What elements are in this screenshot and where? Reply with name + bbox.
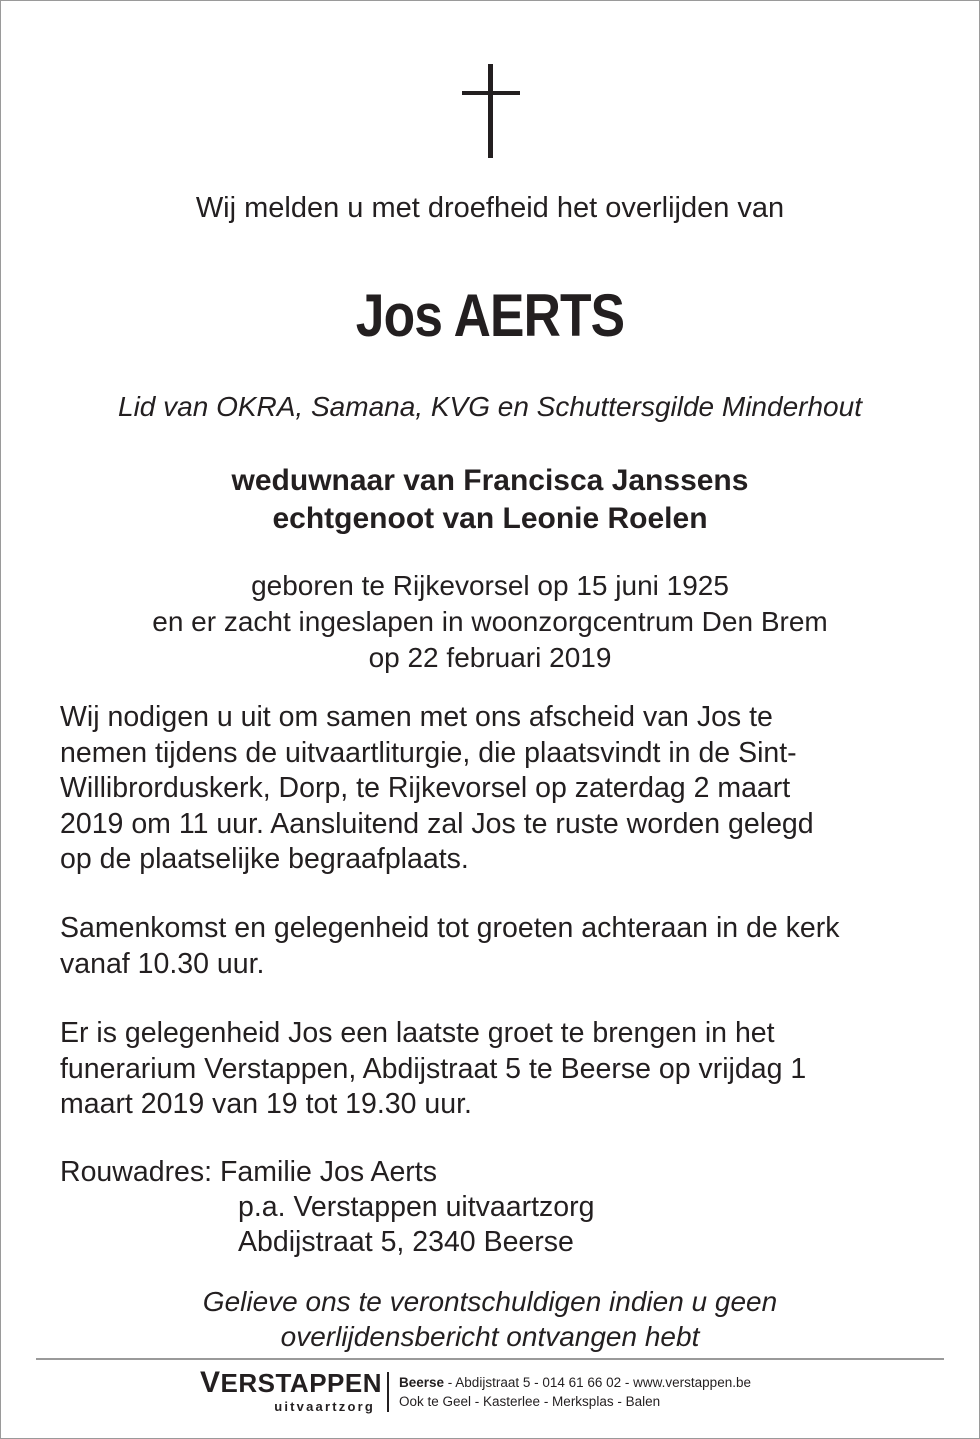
address-line-2: p.a. Verstappen uitvaartzorg [238,1191,595,1223]
death-place-line: en er zacht ingeslapen in woonzorgcentrum Den Brem [152,606,828,637]
closing-note [0,1284,980,1354]
intro-text: Wij melden u met droefheid het overlijden van [195,192,785,224]
mourning-address [60,1155,594,1260]
verstappen-logo [200,1366,383,1414]
address-line-3: Abdijstraat 5, 2340 Beerse [238,1226,574,1258]
footer-divider [36,1358,944,1360]
spouse-line-2: echtgenoot van Leonie Roelen [272,502,708,535]
membership-text: Lid van OKRA, Samana, KVG en Schuttersgilde Minderhout [118,391,862,422]
funeral-line: nemen tijdens de uitvaartliturgie, die plaatsvindt in de Sint- [60,736,797,769]
closing-line-1: Gelieve ons te verontschuldigen indien u geen [202,1286,778,1317]
birth-line: geboren te Rijkevorsel op 15 juni 1925 [251,570,729,601]
logo-tagline: uitvaartzorg [274,1399,375,1414]
funeral-line: op de plaatselijke begraafplaats. [60,843,469,875]
visitation-paragraph [60,1016,940,1123]
spouse-block [0,462,980,538]
cross-icon [462,64,520,158]
contact-details: - Abdijstraat 5 - 014 61 66 02 - www.verstappen.be [444,1375,751,1390]
life-dates-block [0,568,980,676]
visitation-line: funerarium Verstappen, Abdijstraat 5 te Beerse op vrijdag 1 [60,1052,807,1085]
visitation-line: maart 2019 van 19 tot 19.30 uur. [60,1088,472,1120]
logo-initial: V [200,1366,221,1399]
deceased-name: Jos AERTS [355,282,625,349]
closing-line-2: overlijdensbericht ontvangen hebt [280,1321,700,1352]
footer [0,1368,980,1418]
funeral-paragraph [60,700,940,878]
contact-branches: Ook te Geel - Kasterlee - Merksplas - Balen [399,1394,661,1409]
spouse-line-1: weduwnaar van Francisca Janssens [231,464,749,497]
gathering-paragraph [60,911,940,982]
contact-town: Beerse [399,1375,445,1390]
address-label: Rouwadres: Familie Jos Aerts [60,1156,437,1188]
gathering-line: vanaf 10.30 uur. [60,947,265,980]
funeral-line: 2019 om 11 uur. Aansluitend zal Jos te ruste worden gelegd [60,807,814,840]
gathering-line: Samenkomst en gelegenheid tot groeten achteraan in de kerk [60,912,840,944]
logo-name: ERSTAPPEN [220,1368,383,1398]
funeral-line: Wij nodigen u uit om samen met ons afscheid van Jos te [60,701,773,733]
funeral-line: Willibrorduskerk, Dorp, te Rijkevorsel op zaterdag 2 maart [60,772,791,804]
visitation-line: Er is gelegenheid Jos een laatste groet te brengen in het [60,1017,775,1049]
footer-separator [387,1372,389,1412]
footer-contact [399,1373,751,1411]
death-date-line: op 22 februari 2019 [368,642,612,673]
